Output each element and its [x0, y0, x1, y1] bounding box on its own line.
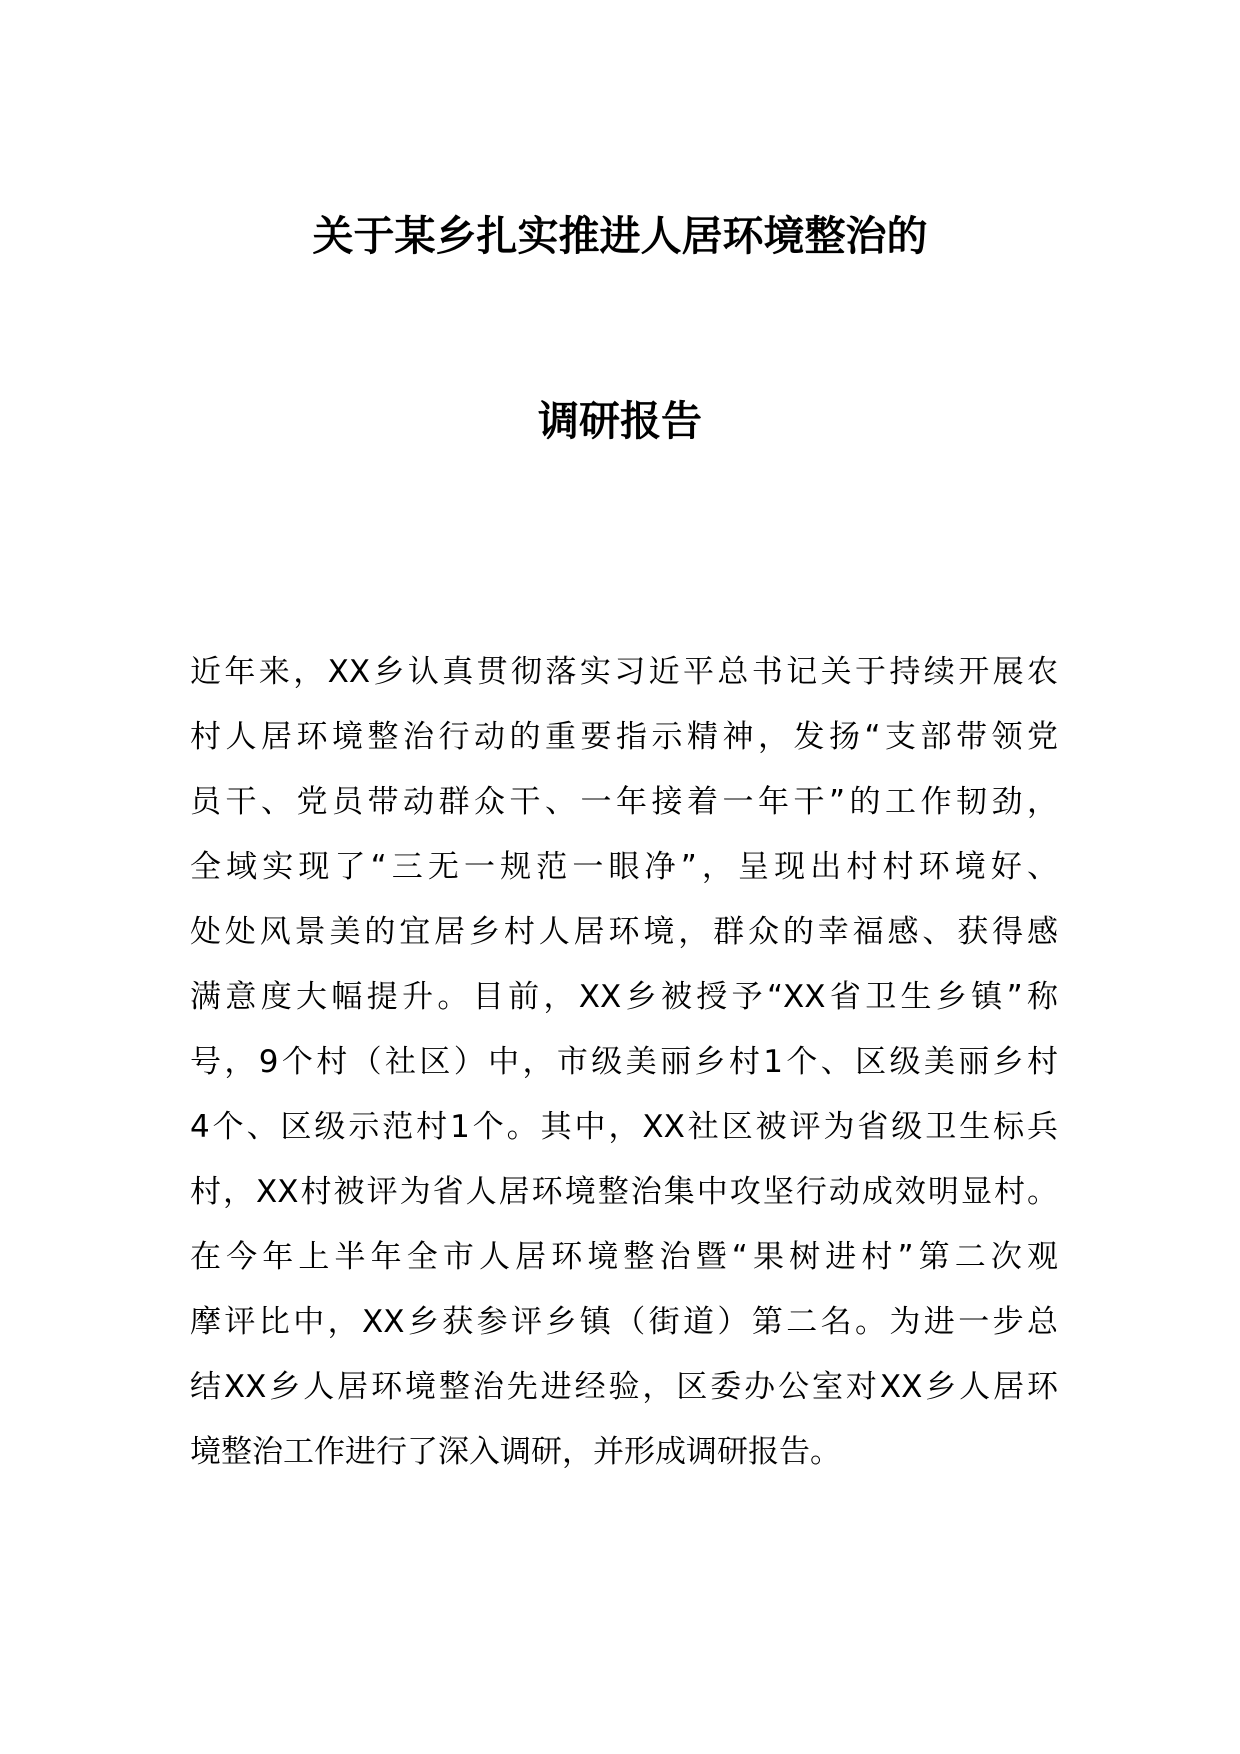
body-line: 号，9个村（社区）中，市级美丽乡村1个、区级美丽乡村: [190, 1044, 1058, 1080]
body-line: 境整治工作进行了深入调研，并形成调研报告。: [190, 1434, 841, 1470]
body-line: 全域实现了“三无一规范一眼净”，呈现出村村环境好、: [190, 849, 1058, 885]
body-line: 摩评比中，XX乡获参评乡镇（街道）第二名。为进一步总: [190, 1304, 1058, 1340]
body-line: 处处风景美的宜居乡村人居环境，群众的幸福感、获得感: [190, 914, 1058, 950]
document-title-line-1: 关于某乡扎实推进人居环境整治的: [312, 212, 928, 260]
body-line: 村人居环境整治行动的重要指示精神，发扬“支部带领党: [190, 719, 1058, 755]
document-title-line-2: 调研报告: [538, 397, 702, 445]
body-line: 员干、党员带动群众干、一年接着一年干”的工作韧劲，: [190, 784, 1058, 820]
body-line: 近年来，XX乡认真贯彻落实习近平总书记关于持续开展农: [190, 654, 1058, 690]
body-line: 4个、区级示范村1个。其中，XX社区被评为省级卫生标兵: [190, 1109, 1058, 1145]
body-line: 村，XX村被评为省人居环境整治集中攻坚行动成效明显村。: [190, 1174, 1058, 1210]
body-line: 在今年上半年全市人居环境整治暨“果树进村”第二次观: [190, 1239, 1058, 1275]
body-line: 满意度大幅提升。目前，XX乡被授予“XX省卫生乡镇”称: [190, 979, 1058, 1015]
body-paragraph: [190, 640, 1058, 1485]
body-line: 结XX乡人居环境整治先进经验，区委办公室对XX乡人居环: [190, 1369, 1058, 1405]
